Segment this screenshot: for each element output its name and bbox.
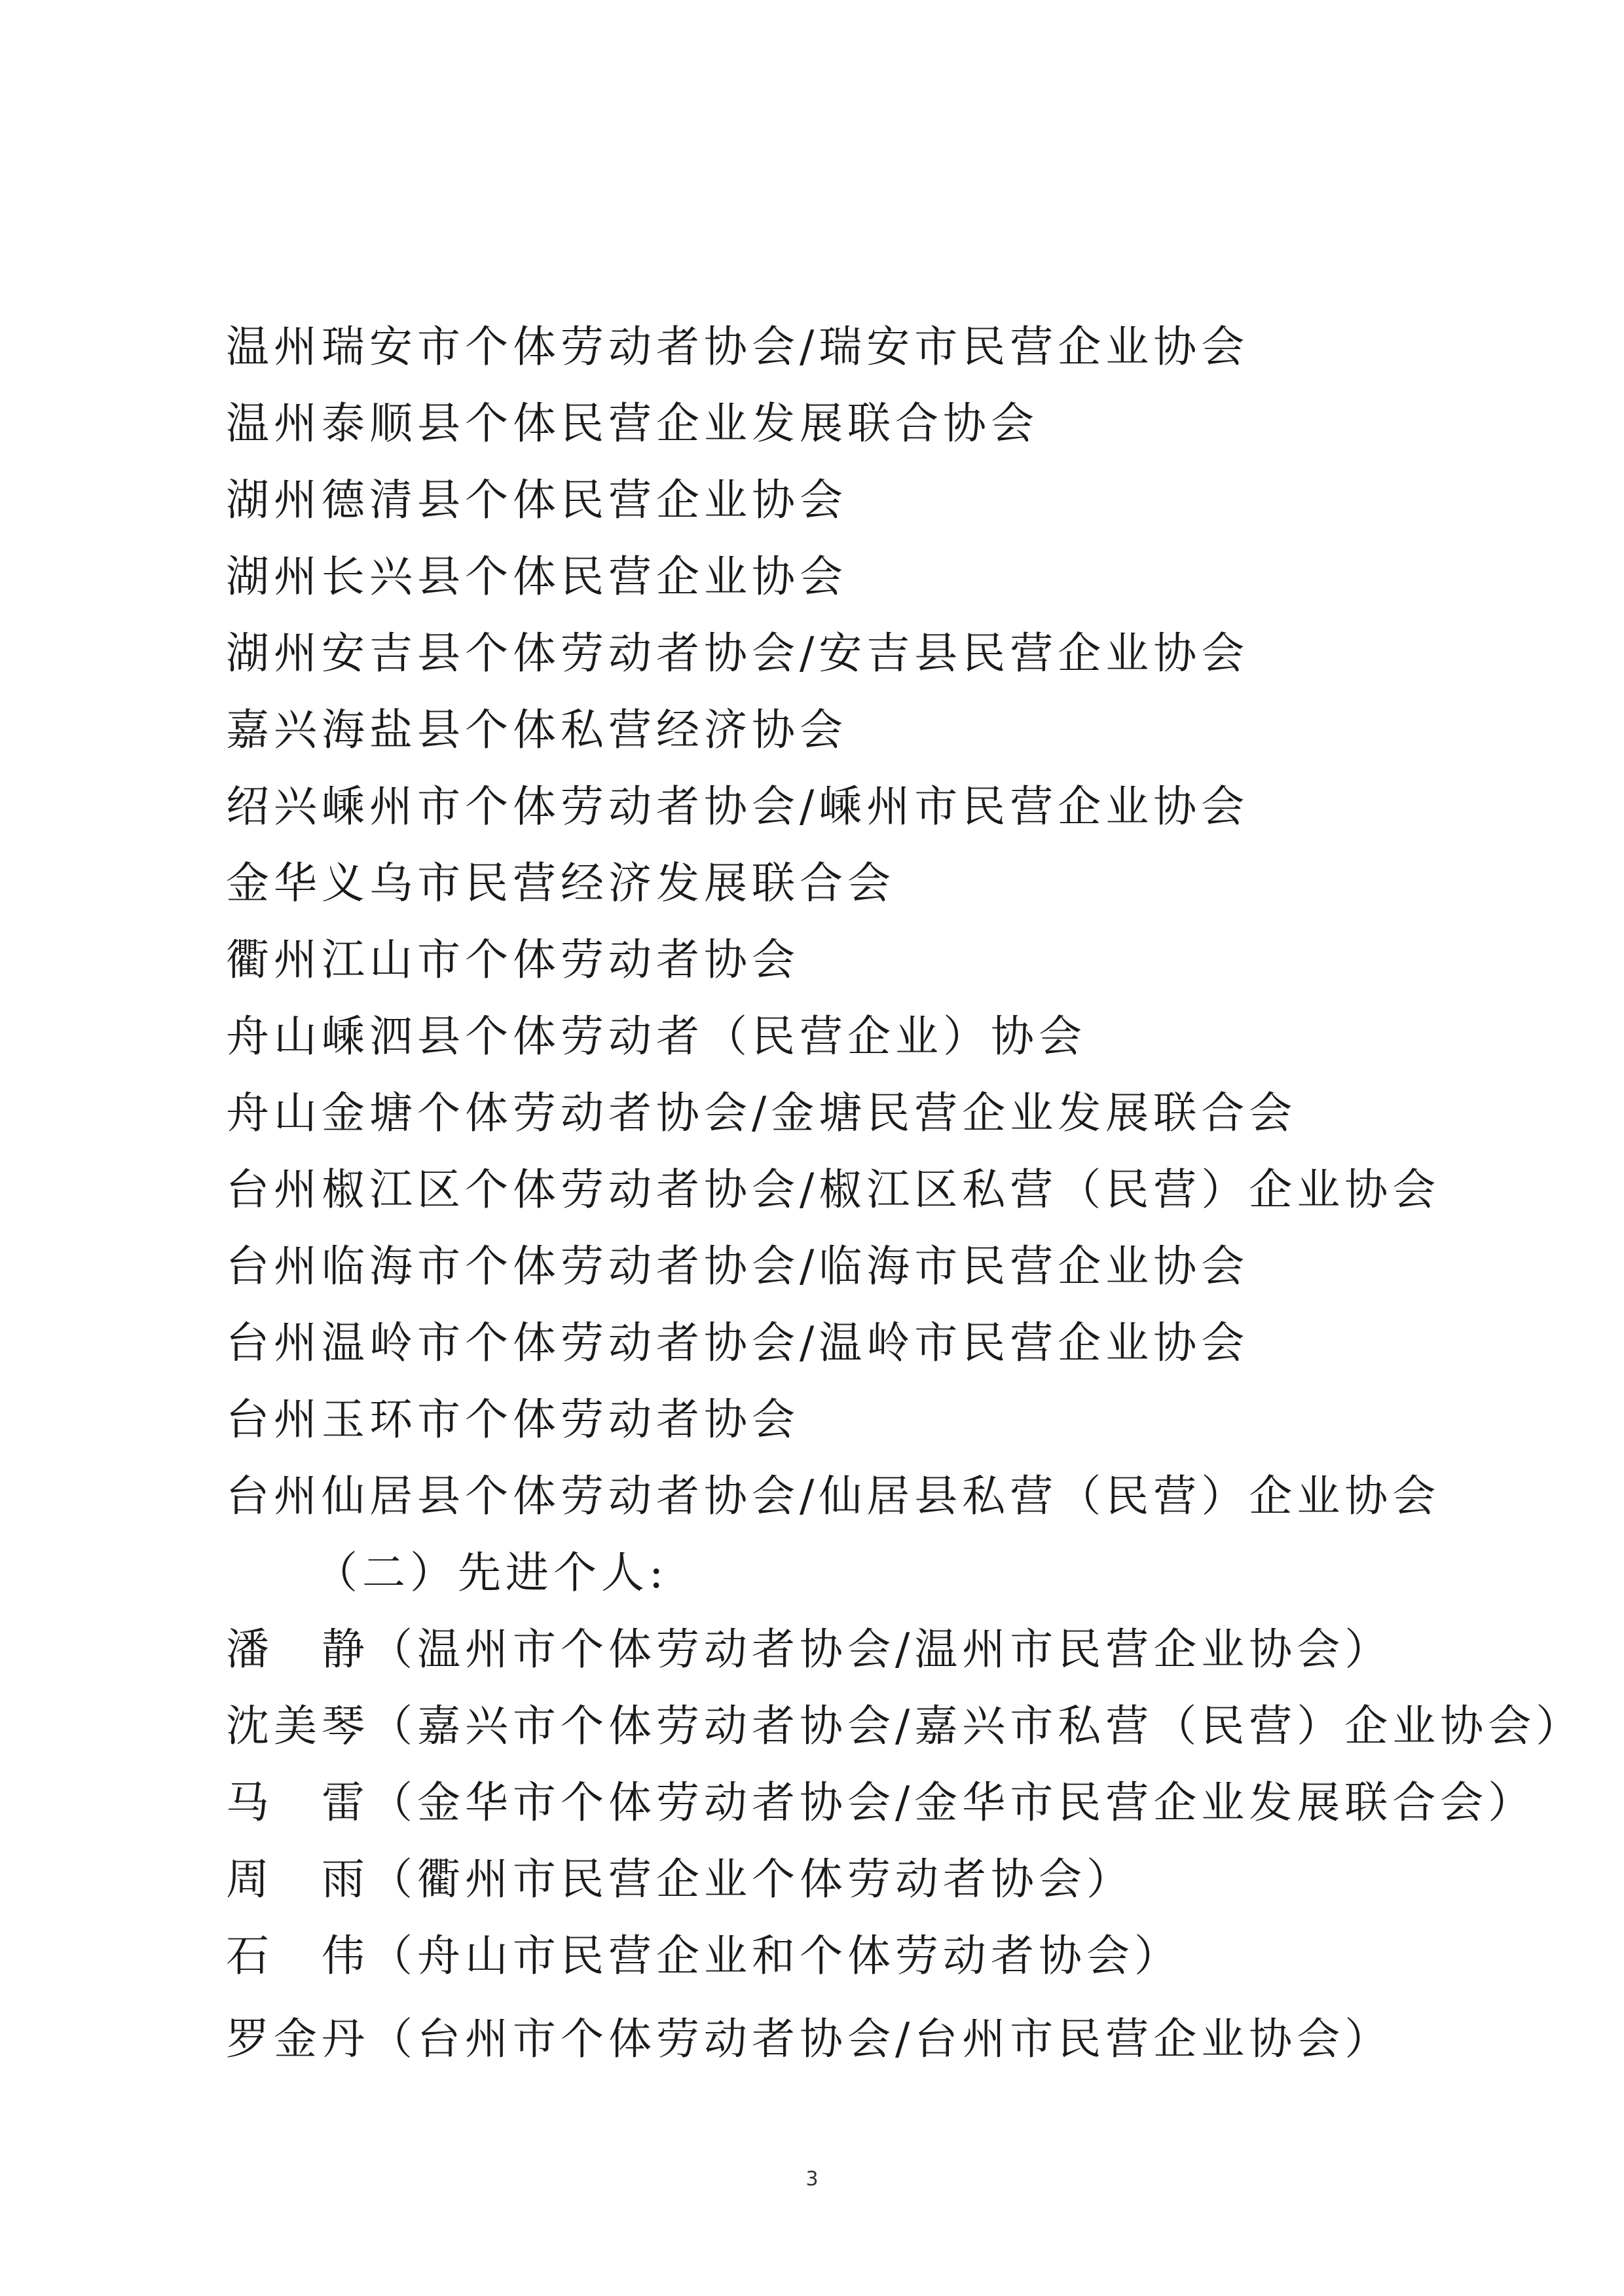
org-line: 台州临海市个体劳动者协会/临海市民营企业协会 bbox=[226, 1241, 1249, 1291]
org-line: 绍兴嵊州市个体劳动者协会/嵊州市民营企业协会 bbox=[226, 781, 1249, 832]
page-number: 3 bbox=[805, 2168, 819, 2191]
individual-line: 马 雷（金华市个体劳动者协会/金华市民营企业发展联合会） bbox=[226, 1777, 1536, 1828]
org-line: 衢州江山市个体劳动者协会 bbox=[226, 935, 800, 985]
individual-line: 潘 静（温州市个体劳动者协会/温州市民营企业协会） bbox=[226, 1624, 1393, 1675]
org-line: 温州瑞安市个体劳动者协会/瑞安市民营企业协会 bbox=[226, 322, 1249, 372]
org-line: 温州泰顺县个体民营企业发展联合协会 bbox=[226, 398, 1039, 449]
org-line: 台州玉环市个体劳动者协会 bbox=[226, 1394, 800, 1445]
org-line: 舟山嵊泗县个体劳动者（民营企业）协会 bbox=[226, 1011, 1086, 1062]
org-line: 台州仙居县个体劳动者协会/仙居县私营（民营）企业协会 bbox=[226, 1471, 1441, 1521]
individual-line: 沈美琴（嘉兴市个体劳动者协会/嘉兴市私营（民营）企业协会） bbox=[226, 1701, 1584, 1751]
org-line: 湖州安吉县个体劳动者协会/安吉县民营企业协会 bbox=[226, 628, 1249, 678]
org-line: 湖州德清县个体民营企业协会 bbox=[226, 475, 847, 525]
individual-line: 罗金丹（台州市个体劳动者协会/台州市民营企业协会） bbox=[226, 2014, 1393, 2064]
individual-line: 周 雨（衢州市民营企业个体劳动者协会） bbox=[226, 1854, 1134, 1904]
section-heading: （二）先进个人: bbox=[314, 1547, 669, 1598]
org-line: 嘉兴海盐县个体私营经济协会 bbox=[226, 705, 847, 755]
individual-line: 石 伟（舟山市民营企业和个体劳动者协会） bbox=[226, 1931, 1182, 1981]
org-line: 金华义乌市民营经济发展联合会 bbox=[226, 858, 895, 908]
org-line: 台州椒江区个体劳动者协会/椒江区私营（民营）企业协会 bbox=[226, 1164, 1441, 1215]
org-line: 湖州长兴县个体民营企业协会 bbox=[226, 551, 847, 602]
org-line: 舟山金塘个体劳动者协会/金塘民营企业发展联合会 bbox=[226, 1088, 1297, 1138]
org-line: 台州温岭市个体劳动者协会/温岭市民营企业协会 bbox=[226, 1318, 1249, 1368]
